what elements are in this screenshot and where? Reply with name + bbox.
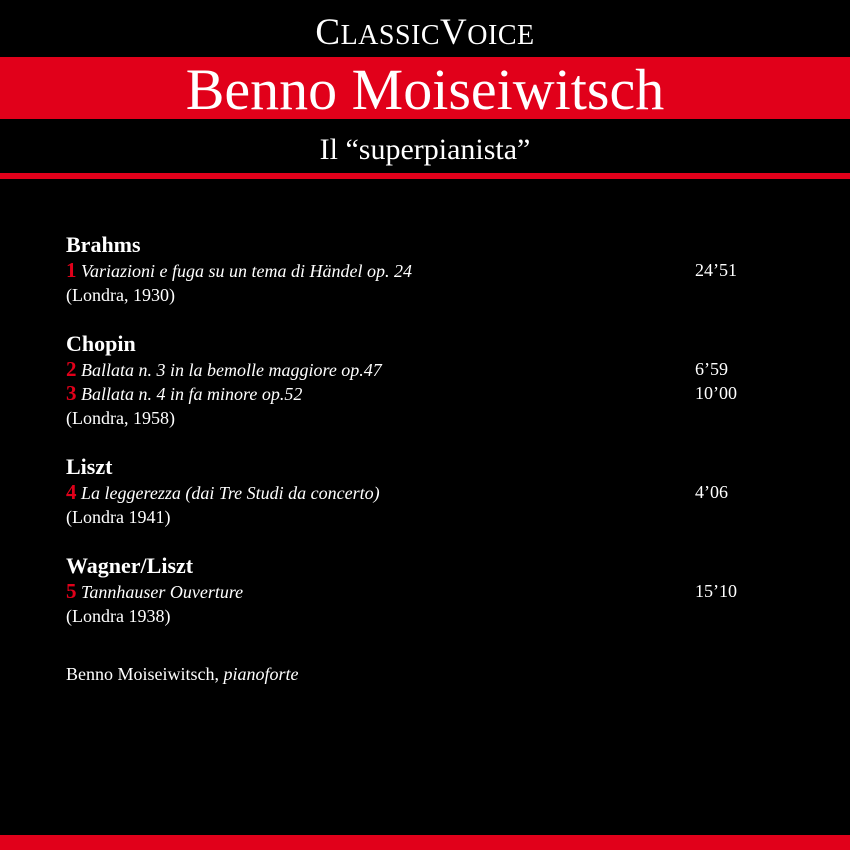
label-word-voice: OICE <box>467 20 535 51</box>
track-duration: 4’06 <box>695 482 728 502</box>
composer-group-liszt <box>66 454 766 530</box>
footer-band <box>0 835 850 850</box>
composer-name: Brahms <box>66 232 141 257</box>
track-row <box>66 579 766 603</box>
album-subtitle: Il “superpianista” <box>319 133 531 166</box>
track-row <box>66 357 766 381</box>
header-divider <box>0 173 850 179</box>
track-title: Variazioni e fuga su un tema di Händel op. 24 <box>81 261 412 281</box>
recording-info: (Londra, 1930) <box>66 285 175 305</box>
composer-name: Chopin <box>66 331 136 356</box>
track-duration: 24’51 <box>695 260 737 280</box>
performer-credit <box>66 662 299 686</box>
composer-name: Liszt <box>66 454 113 479</box>
label-logo <box>0 12 850 56</box>
track-title: Ballata n. 3 in la bemolle maggiore op.47 <box>81 360 382 380</box>
track-row <box>66 480 766 504</box>
track-number: 3 <box>66 381 77 405</box>
track-number: 2 <box>66 357 77 381</box>
track-title: La leggerezza (dai Tre Studi da concerto) <box>81 483 380 503</box>
track-title: Tannhauser Ouverture <box>81 582 244 602</box>
track-title: Ballata n. 4 in fa minore op.52 <box>81 384 303 404</box>
label-word-classic: LASSIC <box>340 20 441 51</box>
composer-group-brahms <box>66 232 766 308</box>
recording-info: (Londra, 1958) <box>66 408 175 428</box>
track-listing <box>66 232 766 652</box>
label-initial-v: V <box>440 12 468 53</box>
performer-name: Benno Moiseiwitsch, <box>66 664 224 684</box>
artist-title: Benno Moiseiwitsch <box>185 57 665 122</box>
track-duration: 6’59 <box>695 359 728 379</box>
track-row <box>66 381 766 405</box>
composer-name: Wagner/Liszt <box>66 553 194 578</box>
track-duration: 15’10 <box>695 581 737 601</box>
track-number: 4 <box>66 480 77 504</box>
recording-info: (Londra 1941) <box>66 507 171 527</box>
label-initial-c: C <box>315 12 341 53</box>
performer-instrument: pianoforte <box>223 664 299 684</box>
track-row <box>66 258 766 282</box>
recording-info: (Londra 1938) <box>66 606 171 626</box>
track-duration: 10’00 <box>695 383 737 403</box>
composer-group-chopin <box>66 331 766 431</box>
track-number: 1 <box>66 258 77 282</box>
track-number: 5 <box>66 579 77 603</box>
composer-group-wagner-liszt <box>66 553 766 629</box>
